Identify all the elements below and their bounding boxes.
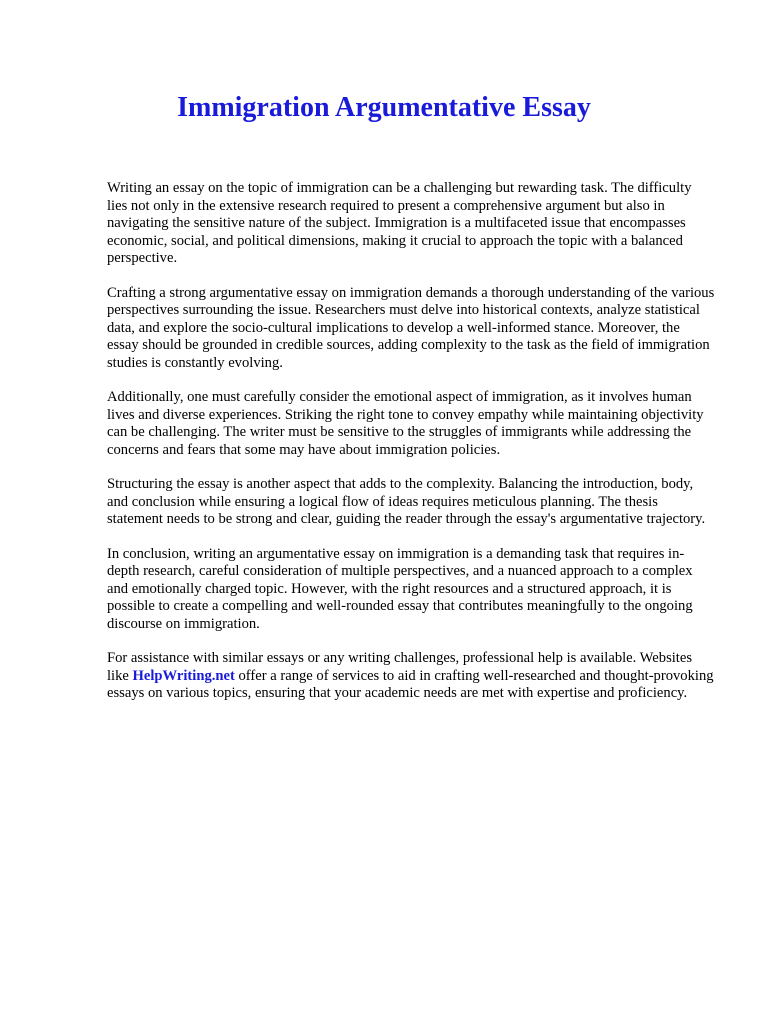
paragraph-6-text-before-link: For assistance with similar essays or any writing challenges, professional help is available. Websites like (107, 650, 693, 684)
paragraph-1: Writing an essay on the topic of immigration can be a challenging but rewarding task. The difficulty lies not only in the extensive research required to present a comprehensive argument but also in navigating the sensitive nature of the subject. Immigration is a multifaceted issue that encompasses economic, social, and political dimensions, making it crucial to approach the topic with a balanced perspective. (107, 180, 692, 266)
paragraph-2: Crafting a strong argumentative essay on immigration demands a thorough understanding of the various perspectives surrounding the issue. Researchers must delve into historical contexts, analyze statistical data, and explore the socio-cultural implications to develop a well-informed stance. Moreover, the essay should be grounded in credible sources, adding complexity to the task as the field of immigration studies is constantly evolving. (107, 284, 715, 371)
paragraph-6-text-after-link: offer a range of services to aid in crafting well-researched and thought-provoking essays on various topics, ensuring that your academic needs are met with expertise and proficiency. (107, 667, 714, 701)
paragraph-4: Structuring the essay is another aspect that adds to the complexity. Balancing the introduction, body, and conclusion while ensuring a logical flow of ideas requires meticulous planning. The thesis statement needs to be strong and clear, guiding the reader through the essay's argumentative trajectory. (107, 476, 706, 527)
page-title: Immigration Argumentative Essay (177, 92, 591, 123)
helpwriting-link[interactable]: HelpWriting.net (132, 667, 235, 684)
essay-body (107, 180, 715, 720)
paragraph-3: Additionally, one must carefully consider the emotional aspect of immigration, as it involves human lives and diverse experiences. Striking the right tone to convey empathy while maintaining objectivity can be challenging. The writer must be sensitive to the struggles of immigrants while addressing the concerns and fears that some may have about immigration policies. (107, 389, 704, 458)
paragraph-5: In conclusion, writing an argumentative essay on immigration is a demanding task that requires in-depth research, careful consideration of multiple perspectives, and a nuanced approach to a complex and emotionally charged topic. However, with the right resources and a structured approach, it is possible to create a compelling and well-rounded essay that contributes meaningfully to the ongoing discourse on immigration. (107, 545, 693, 632)
paragraph-6 (107, 650, 715, 703)
